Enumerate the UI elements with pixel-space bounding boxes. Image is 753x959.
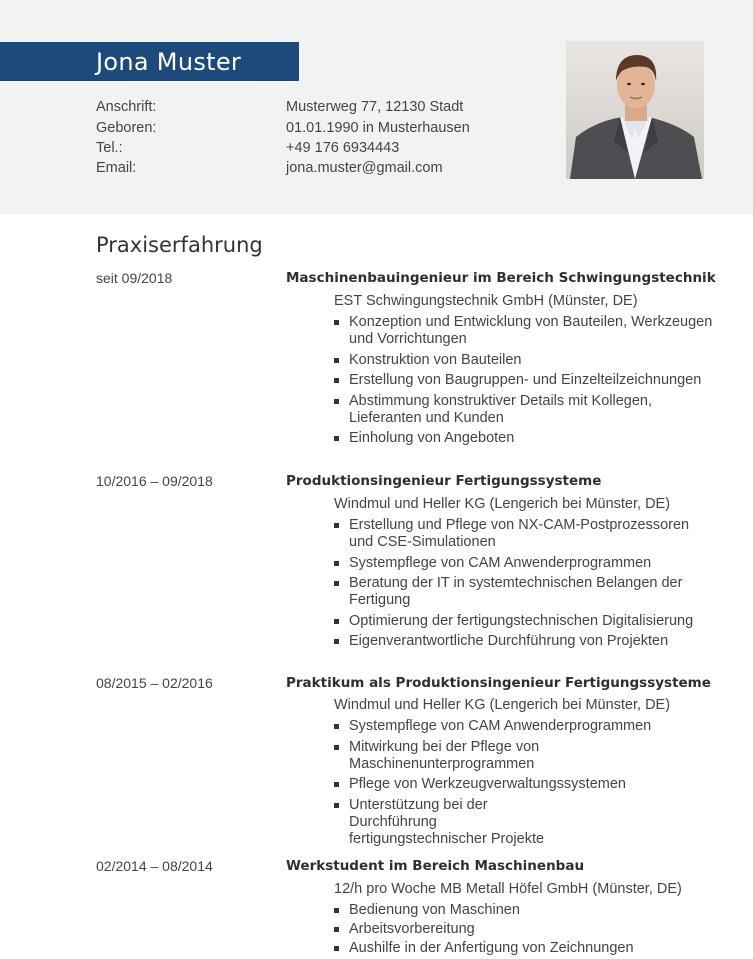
entry-date: 10/2016 – 09/2018 (96, 473, 213, 489)
entry-company: 12/h pro Woche MB Metall Höfel GmbH (Münster, DE) (334, 881, 682, 897)
task-item: Konzeption und Entwicklung von Bauteilen, Werkzeugen und Vorrichtungen (334, 314, 714, 348)
contact-row-phone (96, 140, 399, 156)
task-item: Eigenverantwortliche Durchführung von Projekten (334, 633, 714, 650)
contact-value: jona.muster@gmail.com (286, 160, 443, 176)
task-item: Aushilfe in der Anfertigung von Zeichnungen (334, 940, 714, 957)
task-item: Optimierung der fertigungstechnischen Digitalisierung (334, 613, 714, 630)
contact-value: Musterweg 77, 12130 Stadt (286, 99, 464, 115)
contact-value: +49 176 6934443 (286, 140, 400, 156)
task-item: Unterstützung bei der Durchführung fertigungstechnischer Projekte (334, 797, 574, 848)
profile-photo (566, 41, 704, 179)
task-item: Einholung von Angeboten (334, 430, 714, 447)
task-item: Pflege von Werkzeugverwaltungssystemen (334, 776, 574, 793)
contact-row-email (96, 160, 443, 176)
header-panel (0, 0, 753, 214)
contact-row-address (96, 99, 463, 115)
entry-date: seit 09/2018 (96, 270, 173, 286)
section-title: Praxiserfahrung (96, 233, 263, 257)
task-item: Konstruktion von Bauteilen (334, 352, 714, 369)
contact-label: Tel.: (96, 140, 123, 156)
entry-company: Windmul und Heller KG (Lengerich bei Münster, DE) (334, 496, 671, 512)
entry-title: Maschinenbauingenieur im Bereich Schwingungstechnik (286, 270, 716, 286)
contact-value: 01.01.1990 in Musterhausen (286, 120, 470, 136)
task-item: Abstimmung konstruktiver Details mit Kollegen, Lieferanten und Kunden (334, 393, 714, 427)
entry-title: Praktikum als Produktionsingenieur Fertigungssysteme (286, 675, 711, 691)
entry-date: 02/2014 – 08/2014 (96, 858, 213, 874)
task-item: Bedienung von Maschinen (334, 902, 714, 919)
contact-label: Anschrift: (96, 99, 157, 115)
task-item: Systempflege von CAM Anwenderprogrammen (334, 555, 714, 572)
entry-date: 08/2015 – 02/2016 (96, 675, 213, 691)
entry-task-list (334, 718, 652, 851)
entry-task-list (334, 314, 714, 451)
entry-title: Produktionsingenieur Fertigungssysteme (286, 473, 602, 489)
task-item: Arbeitsvorbereitung (334, 921, 714, 938)
contact-label: Email: (96, 160, 137, 176)
task-item: Erstellung von Baugruppen- und Einzelteilzeichnungen (334, 372, 714, 389)
task-item: Erstellung und Pflege von NX-CAM-Postprozessoren und CSE-Simulationen (334, 517, 714, 551)
person-name: Jona Muster (96, 48, 242, 76)
task-item: Mitwirkung bei der Pflege von Maschinenunterprogrammen (334, 739, 574, 773)
task-item: Beratung der IT in systemtechnischen Belangen der Fertigung (334, 575, 714, 609)
entry-company: EST Schwingungstechnik GmbH (Münster, DE) (334, 293, 638, 309)
entry-task-list (334, 517, 714, 654)
contact-row-birth (96, 120, 470, 136)
name-banner (0, 42, 299, 81)
entry-task-list (334, 902, 714, 959)
task-item: Systempflege von CAM Anwenderprogrammen (334, 718, 574, 735)
entry-title: Werkstudent im Bereich Maschinenbau (286, 858, 585, 874)
entry-company: Windmul und Heller KG (Lengerich bei Münster, DE) (334, 697, 671, 713)
contact-label: Geboren: (96, 120, 157, 136)
